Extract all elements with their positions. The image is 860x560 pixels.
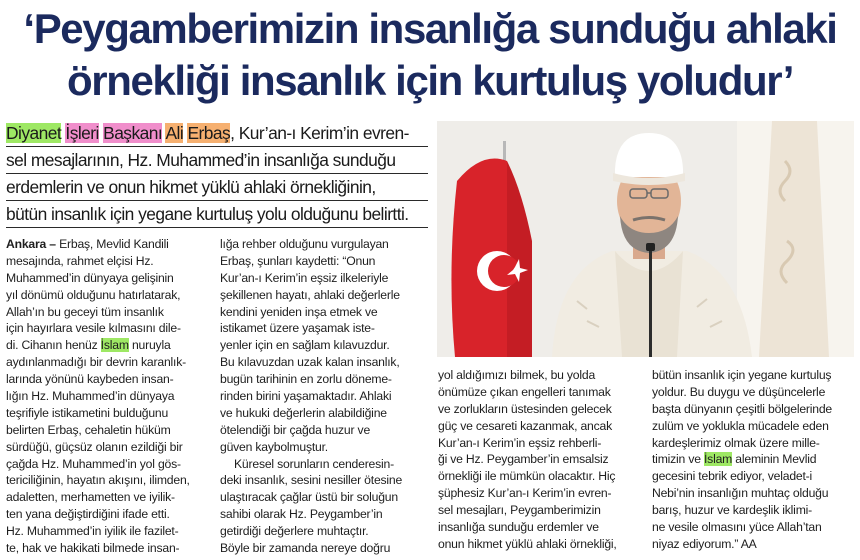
text-line: önümüze çıkan engelleri tanımak bbox=[438, 384, 611, 399]
text-line: barış, huzur ve kardeşlik iklimi- bbox=[652, 503, 813, 518]
text-line bbox=[6, 236, 206, 253]
lead-line-2: sel mesajlarının, Hz. Muhammed’in insanlığa sunduğu bbox=[6, 147, 428, 174]
dateline: Ankara – bbox=[6, 237, 56, 251]
lead-line-1 bbox=[6, 120, 428, 147]
text-line: ten yana değiştirdiğini ifade etti. bbox=[6, 507, 170, 522]
text-line: şekillenen hayatı, ahlaki değerlerle bbox=[220, 287, 400, 302]
text-line: güç ve cesareti kazanmak, ancak bbox=[438, 418, 612, 433]
text-line: te, hak ve hakikati bilmede insan- bbox=[6, 541, 180, 556]
text: nuruyla bbox=[128, 338, 171, 353]
text: di. Cihanın henüz bbox=[6, 338, 101, 353]
highlight-word: Başkanı bbox=[103, 123, 163, 143]
lead-text: , Kur’an-ı Kerim’in evren- bbox=[230, 123, 409, 143]
text-line: şüphesiz Kur’an-ı Kerim’in evren- bbox=[438, 486, 612, 501]
highlight-word: Ali bbox=[165, 123, 184, 143]
highlight-word: İslam bbox=[100, 338, 129, 353]
text-line: Kur’an-ı Kerim’in eşsiz rehberli- bbox=[438, 435, 602, 450]
text-line: aydınlanmadığı bir devrin karanlık- bbox=[6, 355, 186, 370]
text-line: gecesini tebrik ediyor, veladet-i bbox=[652, 469, 813, 484]
text-line: teşrifiyle istikametini bulduğunu bbox=[6, 405, 169, 420]
highlight-word: Erbaş bbox=[187, 123, 231, 143]
text-line: sürdüğü, güçsüz olanın ezildiği bir bbox=[6, 439, 183, 454]
text-line: larında yönünü kaybeden insan- bbox=[6, 372, 174, 387]
text-line: Hz. Muhammed’in iyilik ile fazilet- bbox=[6, 524, 179, 539]
headline-line-1: ‘Peygamberimizin insanlığa sunduğu ahlaki bbox=[23, 5, 837, 52]
text-line: getirdiği değerlere muhtaçtır. bbox=[220, 524, 369, 539]
text-line: belirten Erbaş, cehaletin hüküm bbox=[6, 422, 171, 437]
article-column-3 bbox=[438, 367, 643, 553]
article-column-2 bbox=[220, 236, 425, 557]
article-column-4 bbox=[652, 367, 857, 553]
article-column-1 bbox=[6, 236, 206, 557]
text-line: kardeşlerimiz olmak üzere mille- bbox=[652, 435, 820, 450]
highlight-word: İşleri bbox=[65, 123, 99, 143]
text-line: rinden birini yaşamaktadır. Ahlaki bbox=[220, 389, 392, 404]
text-line: Allah’ın bu geceyi tüm insanlık bbox=[6, 304, 164, 319]
text-line: için hayırlara vesile kılmasını dile- bbox=[6, 321, 181, 336]
text-line: yıl dönümü olduğunu hatırlatarak, bbox=[6, 287, 181, 302]
highlight-word: İslam bbox=[703, 452, 733, 467]
highlight-word: Diyanet bbox=[6, 123, 62, 143]
text: timizin ve bbox=[652, 452, 704, 467]
text-line: çağda Hz. Muhammed’in yol gös- bbox=[6, 456, 181, 471]
text-line: istikamet üzere yaşamak iste- bbox=[220, 321, 375, 336]
text-line: niyaz ediyorum.” AA bbox=[652, 536, 757, 551]
text-line: yoldur. Bu duygu ve düşüncelerle bbox=[652, 384, 826, 399]
text-line: sahibi olarak Hz. Peygamber’in bbox=[220, 507, 383, 522]
text-line: mesajında, rahmet elçisi Hz. bbox=[6, 253, 154, 268]
text-line: Kur’an-ı Kerim’in eşsiz ilkeleriyle bbox=[220, 270, 389, 285]
text-line: ve hukuki değerlerin alabildiğine bbox=[220, 405, 387, 420]
text-line: Muhammed’in dünyaya gelişinin bbox=[6, 270, 174, 285]
text-line: lığın Hz. Muhammed’in dünyaya bbox=[6, 389, 175, 404]
text-line: ötelendiği bir çağda huzur ve bbox=[220, 422, 371, 437]
text-line: başta dünyanın çeşitli bölgelerinde bbox=[652, 401, 833, 416]
text-line: zulüm ve yoklukla mücadele eden bbox=[652, 418, 829, 433]
text-line: deki insanlık, sesini nesiller ötesine bbox=[220, 473, 403, 488]
text-line: örnekliği ile mümkün olacaktır. Hiç bbox=[438, 469, 616, 484]
lead-paragraph bbox=[6, 120, 428, 228]
text-line: sel mesajları, Peygamberimizin bbox=[438, 503, 601, 518]
text-line: onun hikmet yüklü ahlaki örnekliği, bbox=[438, 536, 617, 551]
text-line: ği ve Hz. Peygamber’in emsalsiz bbox=[438, 452, 609, 467]
portrait-illustration bbox=[437, 121, 854, 357]
text-line: Nebi’nin insanlığın muhtaç olduğu bbox=[652, 486, 829, 501]
article-photo bbox=[437, 121, 854, 357]
text: Erbaş, Mevlid Kandili bbox=[55, 237, 169, 251]
headline-line-2: örnekliği insanlık için kurtuluş yoludur’ bbox=[67, 57, 793, 104]
text-line: Bu kılavuzdan uzak kalan insanlık, bbox=[220, 355, 400, 370]
text-line: yol aldığımızı bilmek, bu yolda bbox=[438, 368, 596, 382]
text-line: Erbaş, şunları kaydetti: “Onun bbox=[220, 253, 376, 268]
text-line: insanlığa sunduğu erdemler ve bbox=[438, 520, 599, 535]
text-line: tericiliğinin, hayatın akışını, ilimden, bbox=[6, 473, 190, 488]
text-line: adaletten, merhametten ve iyilik- bbox=[6, 490, 175, 505]
text-line: Böyle bir zamanda nereye doğru bbox=[220, 541, 391, 556]
lead-line-3: erdemlerin ve onun hikmet yüklü ahlaki örnekliğinin, bbox=[6, 174, 428, 201]
text-line: kendini yeniden inşa etmek ve bbox=[220, 304, 378, 319]
text-line: Küresel sorunların cenderesin- bbox=[234, 456, 394, 471]
text-line: bütün insanlık için yegane kurtuluş bbox=[652, 368, 832, 382]
lead-line-4: bütün insanlık için yegane kurtuluş yolu olduğunu belirtti. bbox=[6, 201, 428, 228]
text-line: bugün tarihinin en zorlu döneme- bbox=[220, 372, 392, 387]
text-line: ve zorlukların üstesinden gelecek bbox=[438, 401, 612, 416]
text-line: ne vesile olmasını yüce Allah’tan bbox=[652, 520, 822, 535]
text-line: yenler için en sağlam kılavuzdur. bbox=[220, 338, 390, 353]
text-line: güven kaybolmuştur. bbox=[220, 439, 328, 454]
text-line bbox=[652, 451, 857, 468]
text: aleminin Mevlid bbox=[732, 452, 817, 467]
text-line bbox=[6, 337, 206, 354]
text-line: ulaştıracak çağlar üstü bir soluğun bbox=[220, 490, 398, 505]
text-line: lığa rehber olduğunu vurgulayan bbox=[220, 237, 389, 251]
